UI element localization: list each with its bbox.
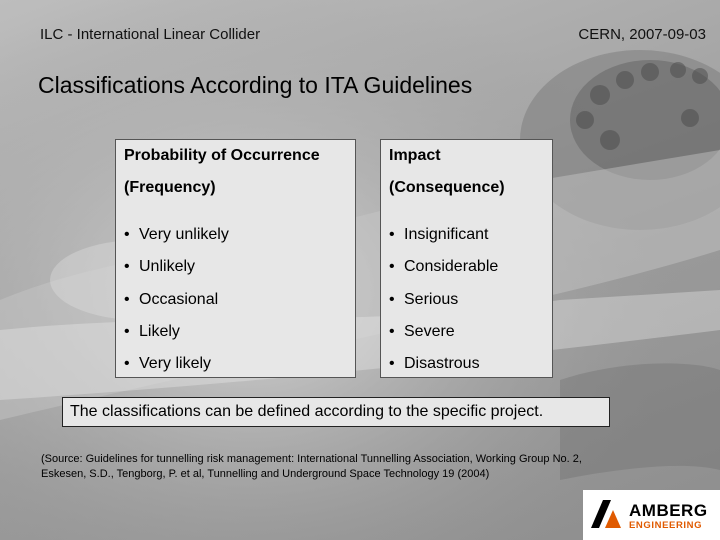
classification-note: The classifications can be defined according to the specific project. [62,397,610,427]
bullet-icon: • [124,258,130,276]
probability-panel [115,139,356,378]
bullet-icon: • [389,226,395,243]
bullet-icon: • [389,355,395,373]
bullet-icon: • [389,322,395,340]
bullet-icon: • [124,355,130,373]
page-title: Classifications According to ITA Guidelines [38,72,473,98]
impact-list [389,226,498,387]
list-item [124,258,229,290]
probability-list [124,226,229,387]
bullet-icon: • [389,258,395,276]
header-project-title: ILC - International Linear Collider [40,26,261,43]
source-line: Eskesen, S.D., Tengborg, P. et al, Tunnelling and Underground Space Technology 19 (2004) [41,468,490,480]
list-item [124,291,229,323]
impact-item-label: Severe [404,322,455,340]
list-item [124,355,229,387]
impact-item-label: Disastrous [404,355,480,373]
impact-panel [380,139,553,378]
probability-subheading: (Frequency) [124,179,216,196]
probability-heading: Probability of Occurrence [124,147,320,164]
bullet-icon: • [124,290,130,308]
impact-item-label: Insignificant [404,226,489,243]
list-item [389,291,498,323]
probability-item-label: Very unlikely [139,226,229,243]
logo-tagline: ENGINEERING [629,520,703,531]
probability-item-label: Likely [139,322,180,340]
impact-item-label: Serious [404,290,459,308]
list-item [124,226,229,258]
impact-item-label: Considerable [404,258,499,276]
list-item [389,355,498,387]
source-line: (Source: Guidelines for tunnelling risk management: International Tunnelling Association, Working Group No. 2, [41,453,582,465]
bullet-icon: • [389,290,395,308]
list-item [389,323,498,355]
list-item [389,226,498,258]
impact-heading: Impact [389,147,441,164]
bullet-icon: • [124,322,130,340]
company-logo [583,490,720,540]
probability-item-label: Unlikely [139,258,196,276]
probability-item-label: Occasional [139,290,219,308]
bullet-icon: • [124,226,130,243]
probability-item-label: Very likely [139,355,212,373]
impact-subheading: (Consequence) [389,179,505,196]
list-item [124,323,229,355]
list-item [389,258,498,290]
amberg-logo-icon [591,500,625,528]
source-citation [41,452,661,482]
logo-name: AMBERG [629,501,708,520]
header-date: CERN, 2007-09-03 [578,26,706,43]
